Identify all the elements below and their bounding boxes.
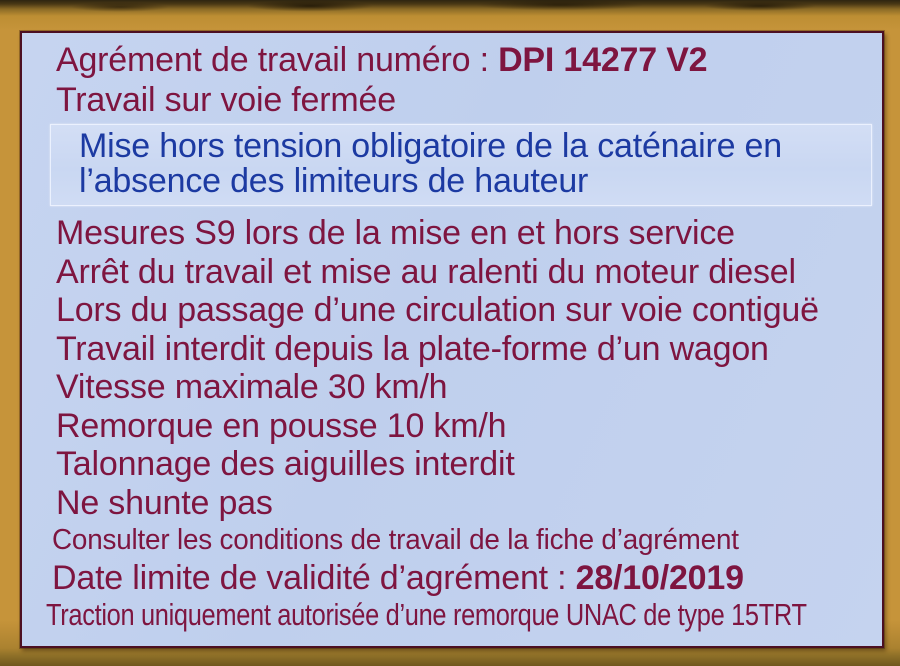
rules-list: [56, 214, 882, 522]
catenary-notice-sticker: [50, 124, 872, 206]
work-permit-plate: [20, 31, 884, 648]
validity-date-line: [52, 558, 882, 598]
catenary-notice-line-2: l’absence des limiteurs de hauteur: [79, 162, 589, 200]
closed-track-line: Travail sur voie fermée: [56, 81, 396, 119]
traction-restriction-line: Traction uniquement autorisée d’une remorque UNAC de type 15TRT: [46, 597, 807, 632]
consult-conditions-line: Consulter les conditions de travail de la fiche d’agrément: [52, 524, 739, 556]
validity-date-label: Date limite de validité d’agrément :: [52, 559, 576, 597]
rule-wagon-platform: Travail interdit depuis la plate-forme d’un wagon: [56, 329, 769, 368]
rule-switch-trailing: Talonnage des aiguilles interdit: [56, 445, 515, 483]
rule-no-shunt: Ne shunte pas: [56, 483, 273, 522]
rule-adjacent-track: Lors du passage d’une circulation sur voie contiguë: [56, 291, 819, 329]
rule-engine-idle: Arrêt du travail et mise au ralenti du moteur diesel: [56, 252, 796, 291]
permit-number-line: [56, 40, 882, 80]
validity-date-value: 28/10/2019: [575, 559, 744, 597]
rule-measures-s9: Mesures S9 lors de la mise en et hors service: [56, 214, 735, 252]
permit-number-value: DPI 14277 V2: [498, 41, 708, 79]
permit-number-label: Agrément de travail numéro :: [56, 41, 499, 79]
catenary-notice-line-1: Mise hors tension obligatoire de la caténaire en: [79, 127, 782, 165]
rule-pushed-trailer-speed: Remorque en pousse 10 km/h: [56, 406, 507, 445]
rule-max-speed: Vitesse maximale 30 km/h: [56, 368, 448, 406]
